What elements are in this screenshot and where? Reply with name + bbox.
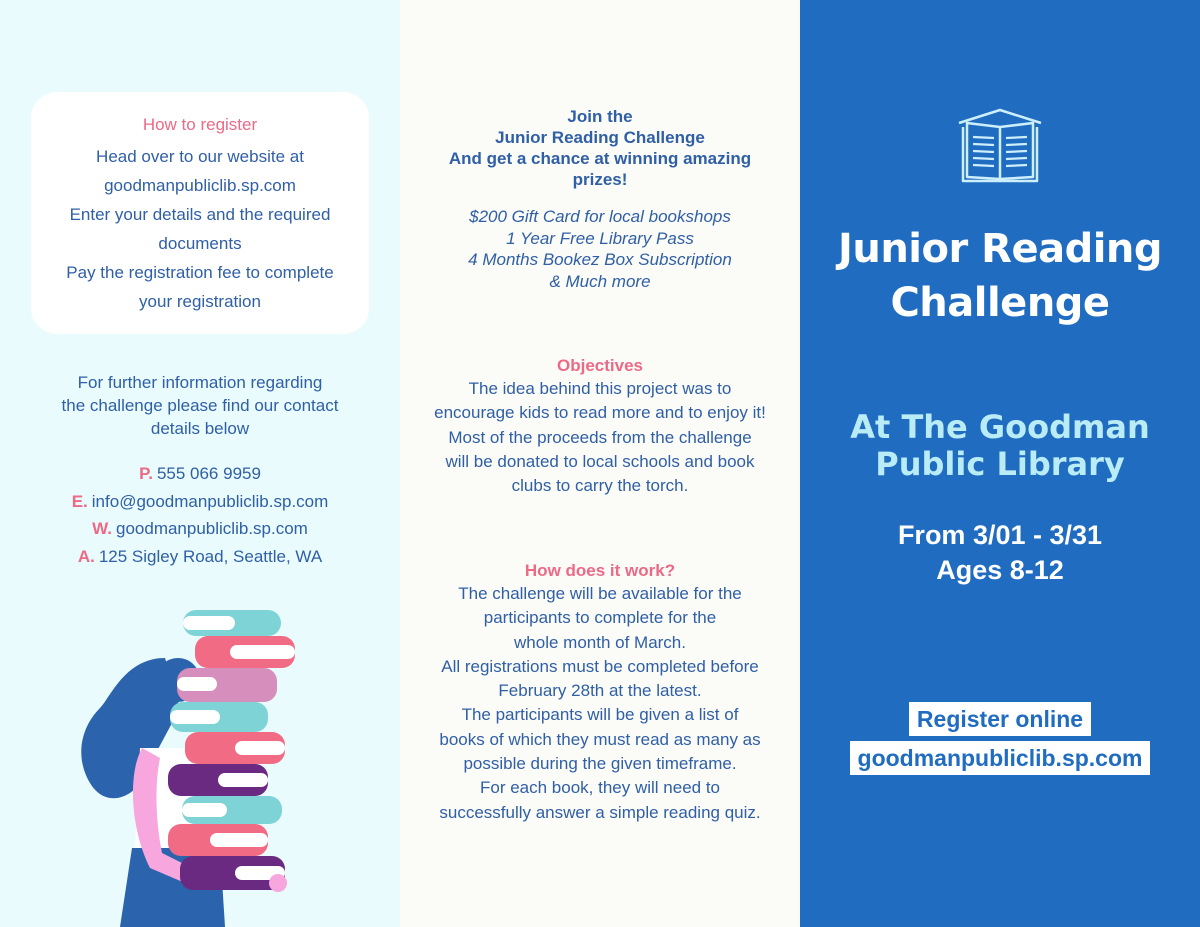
contact-website[interactable] — [0, 515, 400, 543]
contact-label: W. — [92, 519, 112, 538]
title-line: Junior Reading — [837, 226, 1163, 272]
subtitle-line: At The Goodman — [850, 408, 1150, 446]
headline-line: Junior Reading Challenge — [495, 128, 705, 147]
girl-carrying-books-illustration — [70, 598, 310, 927]
address-value: 125 Sigley Road, Seattle, WA — [98, 546, 323, 566]
headline-line: Join the — [567, 107, 633, 126]
objectives-line: encourage kids to read more and to enjoy it! — [434, 403, 766, 423]
register-line: goodmanpubliclib.sp.com — [104, 176, 296, 195]
objectives-line: The idea behind this project was to — [468, 379, 732, 398]
register-line: documents — [158, 234, 242, 253]
left-panel — [0, 0, 400, 927]
contact-label: A. — [77, 546, 95, 566]
library-subtitle — [800, 409, 1200, 483]
website-value[interactable]: goodmanpubliclib.sp.com — [116, 519, 308, 538]
register-url-link[interactable]: goodmanpubliclib.sp.com — [850, 741, 1151, 775]
phone-value: 555 066 9959 — [156, 464, 261, 483]
page-title — [800, 222, 1200, 330]
how-it-works-line: successfully answer a simple reading quiz. — [439, 802, 761, 822]
how-it-works-line: All registrations must be completed before — [441, 656, 759, 676]
how-it-works-line: The participants will be given a list of — [461, 705, 739, 725]
how-it-works-title: How does it work? — [524, 561, 676, 580]
prize-item: 4 Months Bookez Box Subscription — [468, 250, 732, 269]
contact-label: P. — [139, 464, 153, 483]
event-details — [800, 518, 1200, 588]
further-info-line: For further information regarding — [77, 373, 323, 392]
further-info-line: the challenge please find our contact — [61, 396, 339, 415]
how-it-works-line: For each book, they will need to — [479, 778, 721, 798]
how-it-works-section — [400, 560, 800, 825]
contact-label: E. — [71, 491, 88, 511]
prize-list — [400, 206, 800, 292]
contact-email[interactable] — [0, 488, 400, 516]
age-range: Ages 8-12 — [936, 555, 1064, 585]
subtitle-line: Public Library — [875, 445, 1125, 483]
further-info-line: details below — [150, 419, 250, 438]
objectives-line: will be donated to local schools and book — [445, 451, 755, 471]
title-line: Challenge — [890, 280, 1110, 326]
register-online-label[interactable]: Register online — [909, 702, 1091, 736]
register-title: How to register — [142, 115, 258, 134]
register-online-block[interactable] — [800, 702, 1200, 775]
register-line: Head over to our website at — [96, 147, 304, 166]
email-value[interactable]: info@goodmanpubliclib.sp.com — [91, 491, 329, 511]
register-line: Enter your details and the required — [69, 205, 331, 224]
join-headline — [400, 106, 800, 190]
further-info — [40, 371, 360, 440]
prize-item: $200 Gift Card for local bookshops — [469, 207, 731, 226]
headline-line: And get a chance at winning amazing — [448, 149, 752, 168]
objectives-title: Objectives — [557, 356, 643, 375]
objectives-line: clubs to carry the torch. — [511, 476, 689, 496]
objectives-section — [400, 355, 800, 498]
contact-phone — [0, 460, 400, 488]
how-it-works-line: books of which they must read as many as — [439, 729, 761, 749]
open-book-icon — [955, 107, 1045, 185]
register-line: your registration — [139, 292, 261, 311]
date-range: From 3/01 - 3/31 — [897, 520, 1103, 550]
prize-item: & Much more — [549, 271, 651, 291]
registration-card — [31, 92, 369, 334]
contact-address — [0, 543, 400, 571]
how-it-works-line: possible during the given timeframe. — [463, 754, 737, 774]
register-line: Pay the registration fee to complete — [66, 263, 334, 282]
contact-list — [0, 460, 400, 570]
how-it-works-line: whole month of March. — [514, 632, 686, 652]
how-it-works-line: February 28th at the latest. — [498, 681, 702, 701]
prize-item: 1 Year Free Library Pass — [506, 228, 694, 248]
middle-panel — [400, 0, 800, 927]
headline-line: prizes! — [572, 170, 628, 189]
how-it-works-line: participants to complete for the — [483, 608, 717, 628]
how-it-works-line: The challenge will be available for the — [458, 584, 742, 603]
objectives-line: Most of the proceeds from the challenge — [448, 427, 752, 447]
